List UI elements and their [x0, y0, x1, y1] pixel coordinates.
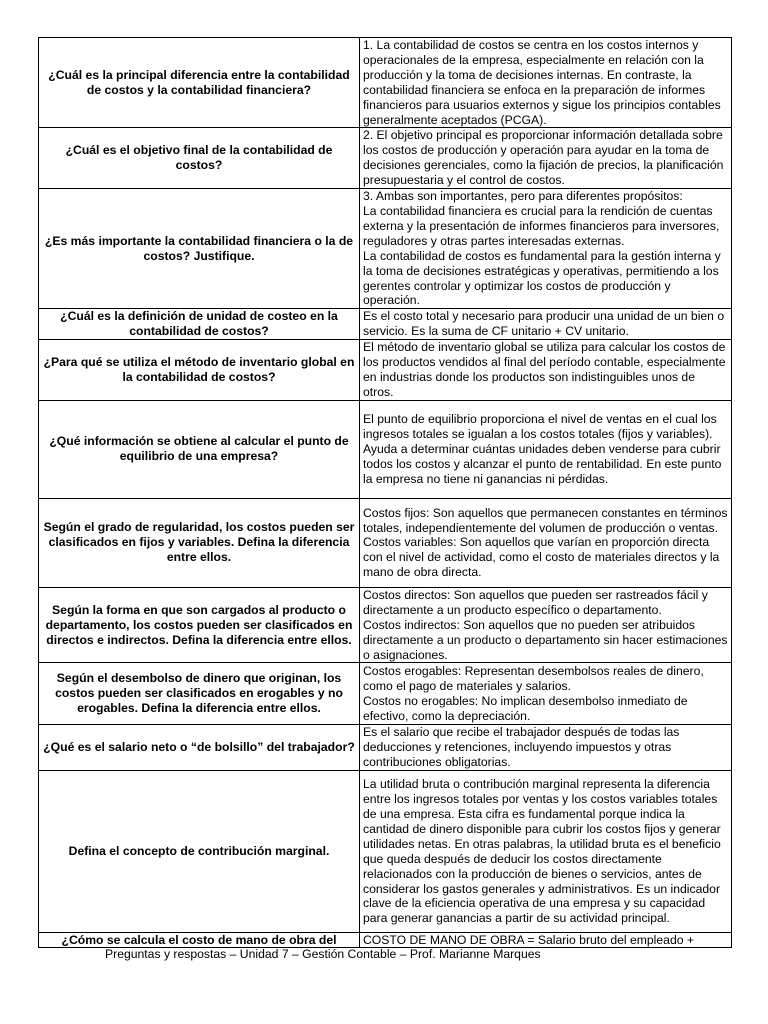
answer-cell: Costos erogables: Representan desembolsos reales de dinero, como el pago de materiales y salarios. Costos no erogables: No implican desembolso inmediato de efectivo, como la depreciación. [360, 663, 732, 725]
table-row [39, 587, 732, 663]
page-footer: Preguntas y respostas – Unidad 7 – Gestión Contable – Prof. Marianne Marques [105, 947, 541, 961]
qa-table [38, 37, 732, 948]
answer-cell: 1. La contabilidad de costos se centra en los costos internos y operacionales de la empresa, especialmente en relación con la producción y la toma de decisiones internas. En contraste, la contabilidad financiera se enfoca en la preparación de informes financieros para usuarios externos y sigue los principios contables generalmente aceptados (PCGA). [360, 38, 732, 128]
answer-cell: Es el costo total y necesario para producir una unidad de un bien o servicio. Es la suma de CF unitario + CV unitario. [360, 309, 732, 340]
answer-cell: 2. El objetivo principal es proporcionar información detallada sobre los costos de producción y operación para ayudar en la toma de decisiones gerenciales, como la fijación de precios, la planificación presupuestaria y el control de costos. [360, 128, 732, 189]
question-cell: Defina el concepto de contribución marginal. [39, 771, 360, 933]
answer-cell: 3. Ambas son importantes, pero para diferentes propósitos: La contabilidad financiera es crucial para la rendición de cuentas externa y la presentación de informes financieros para inversores, reguladores y otras partes interesadas externas. La contabilidad de costos es fundamental para la gestión interna y la toma de decisiones estratégicas y operativas, permitiendo a los gerentes controlar y optimizar los costos de producción y operación. [360, 189, 732, 309]
question-cell: ¿Cuál es la definición de unidad de costeo en la contabilidad de costos? [39, 309, 360, 340]
table-row [39, 309, 732, 340]
answer-cell: La utilidad bruta o contribución marginal representa la diferencia entre los ingresos totales por ventas y los costos variables totales de una empresa. Esta cifra es fundamental porque indica la cantidad de dinero disponible para cubrir los costos fijos y generar utilidades netas. En otras palabras, la utilidad bruta es el beneficio que queda después de deducir los costos directamente relacionados con la producción de bienes o servicios, antes de considerar los gastos generales y administrativos. Es un indicador clave de la eficiencia operativa de una empresa y su capacidad para generar ganancias a partir de su actividad principal. [360, 771, 732, 933]
question-cell: Según la forma en que son cargados al producto o departamento, los costos pueden ser clasificados en directos e indirectos. Defina la diferencia entre ellos. [39, 587, 360, 663]
table-row [39, 933, 732, 948]
question-cell: Según el grado de regularidad, los costos pueden ser clasificados en fijos y variables. Defina la diferencia entre ellos. [39, 498, 360, 587]
question-cell: ¿Qué es el salario neto o “de bolsillo” del trabajador? [39, 725, 360, 771]
table-row [39, 498, 732, 587]
table-row [39, 340, 732, 401]
answer-cell: Es el salario que recibe el trabajador después de todas las deducciones y retenciones, incluyendo impuestos y otras contribuciones obligatorias. [360, 725, 732, 771]
question-cell: ¿Cuál es la principal diferencia entre la contabilidad de costos y la contabilidad financiera? [39, 38, 360, 128]
question-cell: ¿Para qué se utiliza el método de inventario global en la contabilidad de costos? [39, 340, 360, 401]
question-cell: ¿Es más importante la contabilidad financiera o la de costos? Justifique. [39, 189, 360, 309]
answer-cell: El método de inventario global se utiliza para calcular los costos de los productos vendidos al final del período contable, especialmente en industrias donde los productos son indistinguibles unos de otros. [360, 340, 732, 401]
question-cell: ¿Qué información se obtiene al calcular el punto de equilibrio de una empresa? [39, 400, 360, 498]
question-cell: Según el desembolso de dinero que originan, los costos pueden ser clasificados en erogables y no erogables. Defina la diferencia entre ellos. [39, 663, 360, 725]
question-cell: ¿Cuál es el objetivo final de la contabilidad de costos? [39, 128, 360, 189]
table-row [39, 725, 732, 771]
table-row [39, 400, 732, 498]
table-row [39, 189, 732, 309]
answer-cell: El punto de equilibrio proporciona el nivel de ventas en el cual los ingresos totales se igualan a los costos totales (fijos y variables). Ayuda a determinar cuántas unidades deben venderse para cubrir todos los costos y alcanzar el punto de rentabilidad. En este punto la empresa no tiene ni ganancias ni pérdidas. [360, 400, 732, 498]
table-row [39, 38, 732, 128]
question-cell: ¿Cómo se calcula el costo de mano de obra del [39, 933, 360, 948]
answer-cell: Costos fijos: Son aquellos que permanecen constantes en términos totales, independientemente del volumen de producción o ventas. Costos variables: Son aquellos que varían en proporción directa con el nivel de actividad, como el costo de materiales directos y la mano de obra directa. [360, 498, 732, 587]
answer-cell: Costos directos: Son aquellos que pueden ser rastreados fácil y directamente a un producto específico o departamento. Costos indirectos: Son aquellos que no pueden ser atribuidos directamente a un producto o departamento sin hacer estimaciones o asignaciones. [360, 587, 732, 663]
answer-cell: COSTO DE MANO DE OBRA = Salario bruto del empleado + [360, 933, 732, 948]
table-row [39, 663, 732, 725]
table-row [39, 771, 732, 933]
table-row [39, 128, 732, 189]
